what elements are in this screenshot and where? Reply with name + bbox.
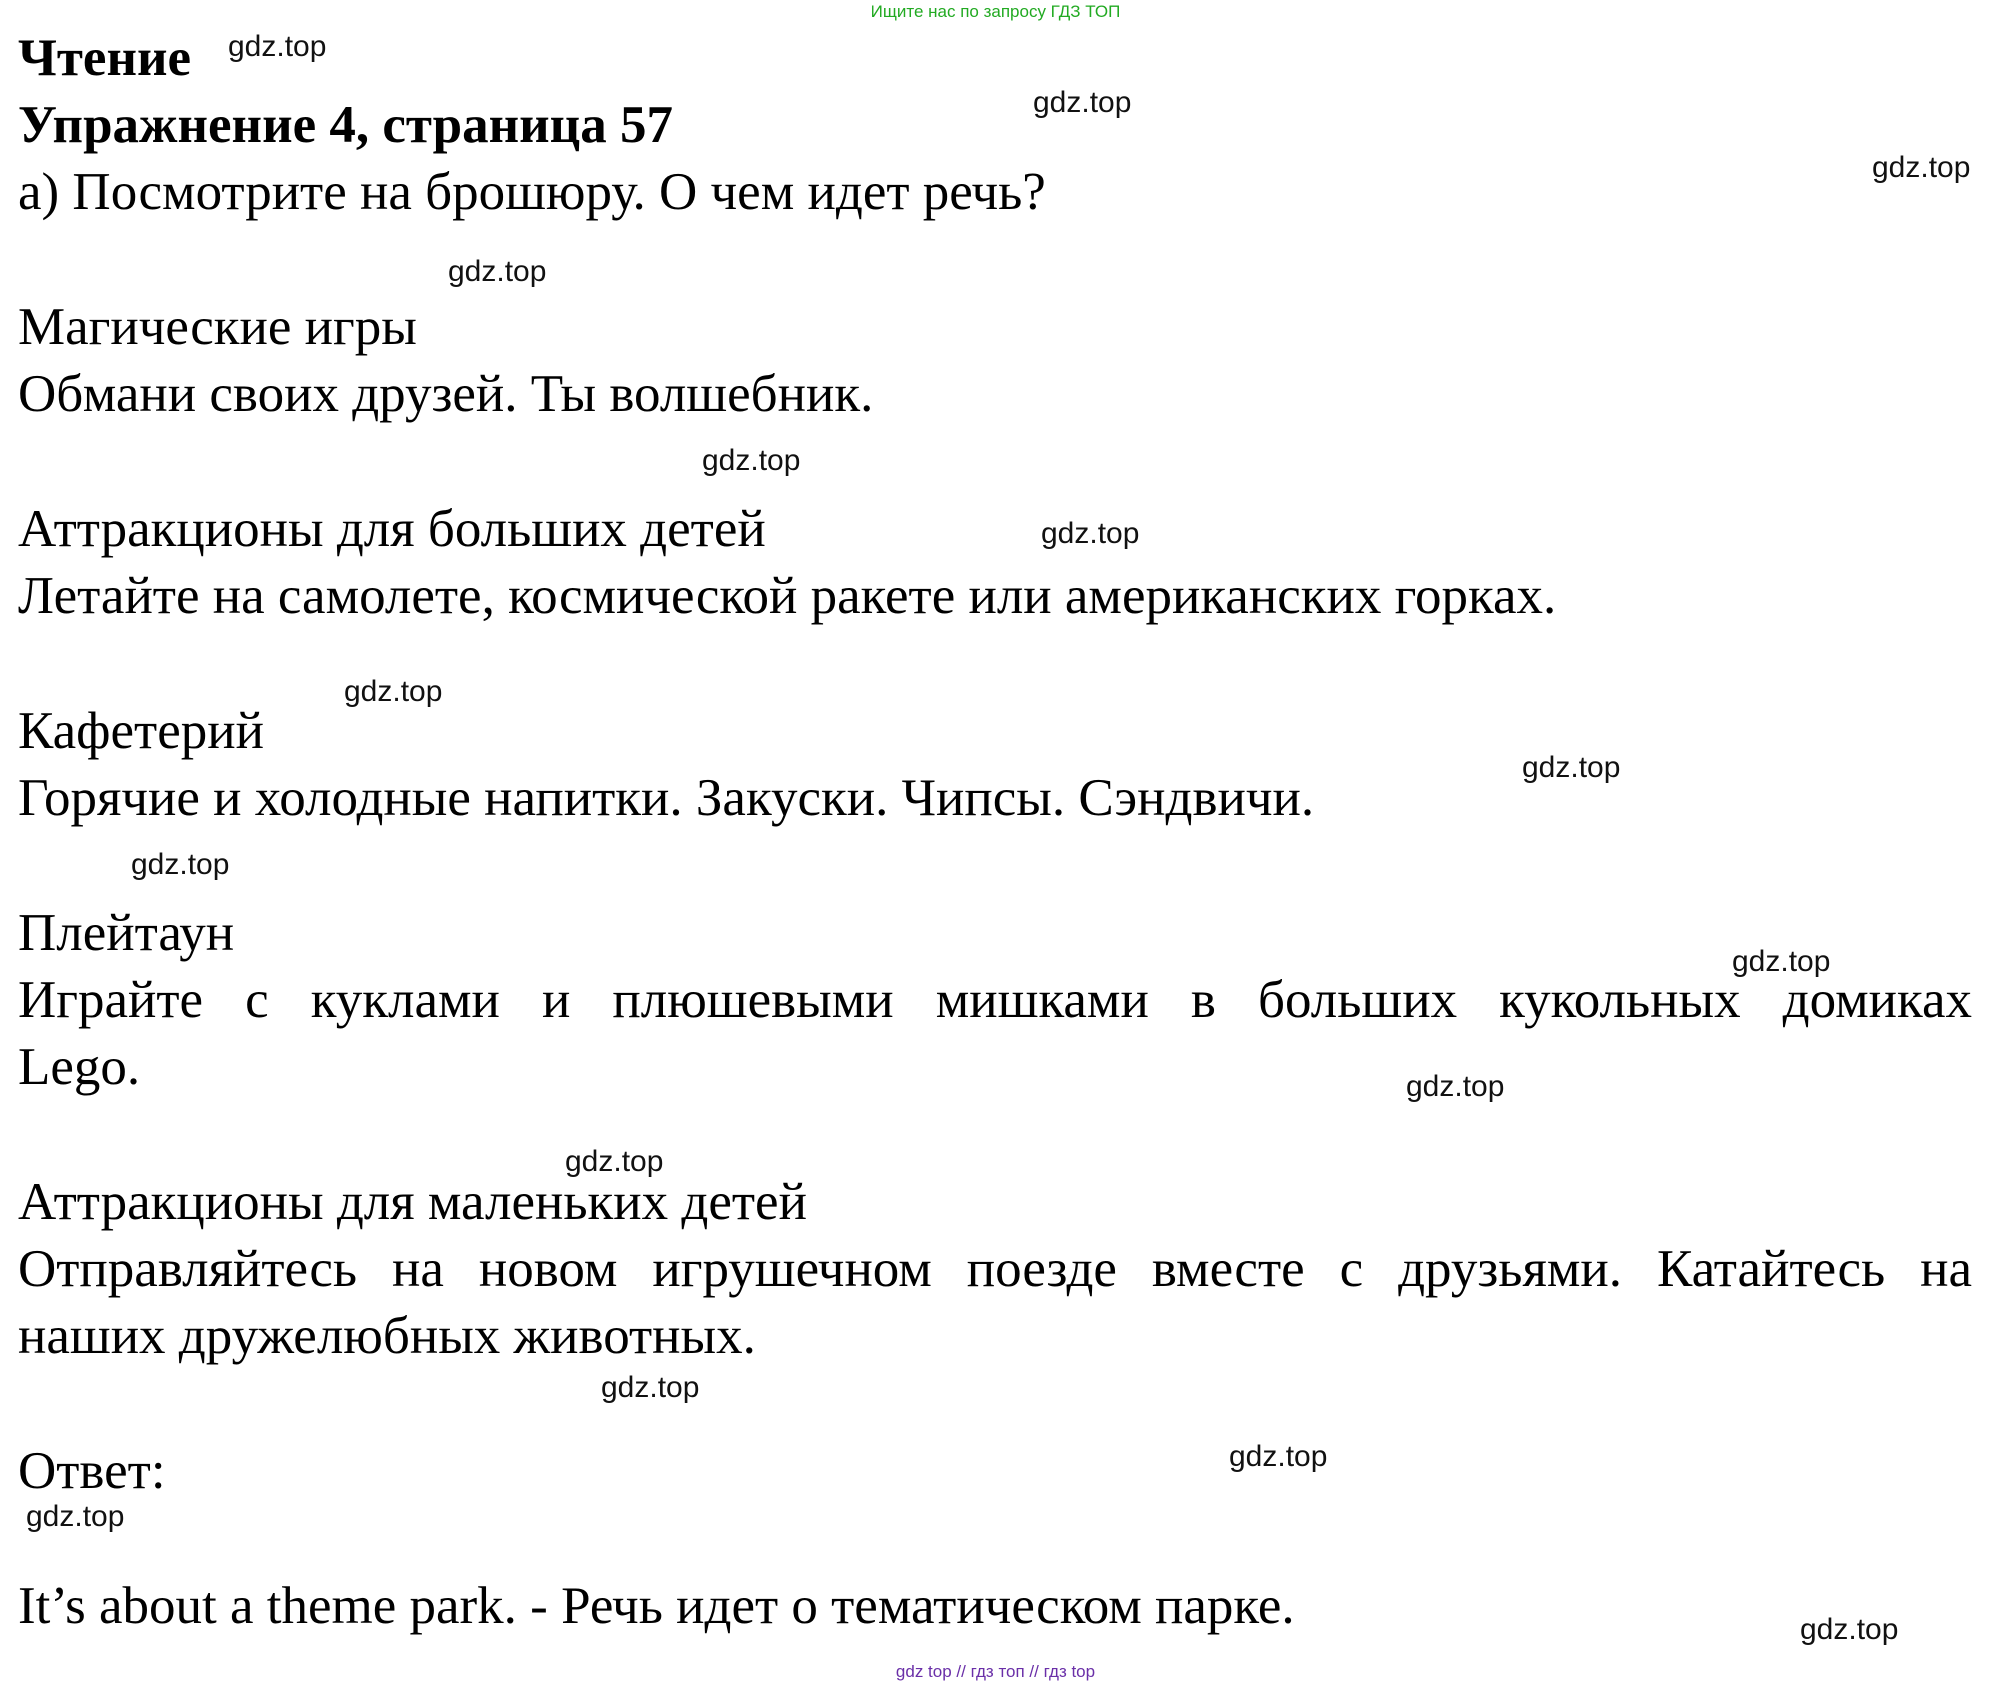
brochure-item-text: Обмани своих друзей. Ты волшебник.	[18, 365, 874, 423]
brochure-item-text: Lego.	[18, 1038, 141, 1096]
watermark: gdz.top	[228, 30, 327, 63]
watermark: gdz.top	[26, 1500, 125, 1533]
section-title: Чтение	[18, 29, 192, 87]
top-search-note: Ищите нас по запросу ГДЗ ТОП	[870, 2, 1121, 21]
watermark: gdz.top	[1800, 1613, 1899, 1646]
exercise-heading: Упражнение 4, страница 57	[18, 96, 673, 154]
brochure-item-title: Плейтаун	[18, 904, 235, 962]
watermark: gdz.top	[1872, 151, 1971, 184]
question-text: а) Посмотрите на брошюру. О чем идет речь?	[18, 163, 1046, 221]
brochure-item-text: Горячие и холодные напитки. Закуски. Чипсы. Сэндвичи.	[18, 769, 1315, 827]
watermark: gdz.top	[448, 255, 547, 288]
brochure-item-title: Аттракционы для маленьких детей	[18, 1173, 807, 1231]
watermark: gdz.top	[1732, 945, 1831, 978]
watermark: gdz.top	[1033, 86, 1132, 119]
brochure-item-text: Летайте на самолете, космической ракете или американских горках.	[18, 567, 1557, 625]
answer-text: It’s about a theme park. - Речь идет о тематическом парке.	[18, 1577, 1295, 1635]
watermark: gdz.top	[1041, 517, 1140, 550]
brochure-item-text: Отправляйтесь на новом игрушечном поезде вместе с друзьями. Катайтесь на	[18, 1240, 1972, 1298]
brochure-item-title: Кафетерий	[18, 702, 264, 760]
watermark: gdz.top	[1229, 1440, 1328, 1473]
watermark: gdz.top	[131, 848, 230, 881]
answer-label: Ответ:	[18, 1442, 166, 1500]
brochure-item-text: наших дружелюбных животных.	[18, 1307, 756, 1365]
brochure-item-text: Играйте с куклами и плюшевыми мишками в больших кукольных домиках	[18, 971, 1972, 1029]
watermark: gdz.top	[344, 675, 443, 708]
watermark: gdz.top	[1522, 751, 1621, 784]
watermark: gdz.top	[565, 1145, 664, 1178]
watermark: gdz.top	[702, 444, 801, 477]
watermark: gdz.top	[601, 1371, 700, 1404]
watermark: gdz.top	[1406, 1070, 1505, 1103]
brochure-item-title: Магические игры	[18, 298, 417, 356]
brochure-item-title: Аттракционы для больших детей	[18, 500, 766, 558]
footer-watermark: gdz top // гдз топ // гдз top	[895, 1662, 1096, 1681]
